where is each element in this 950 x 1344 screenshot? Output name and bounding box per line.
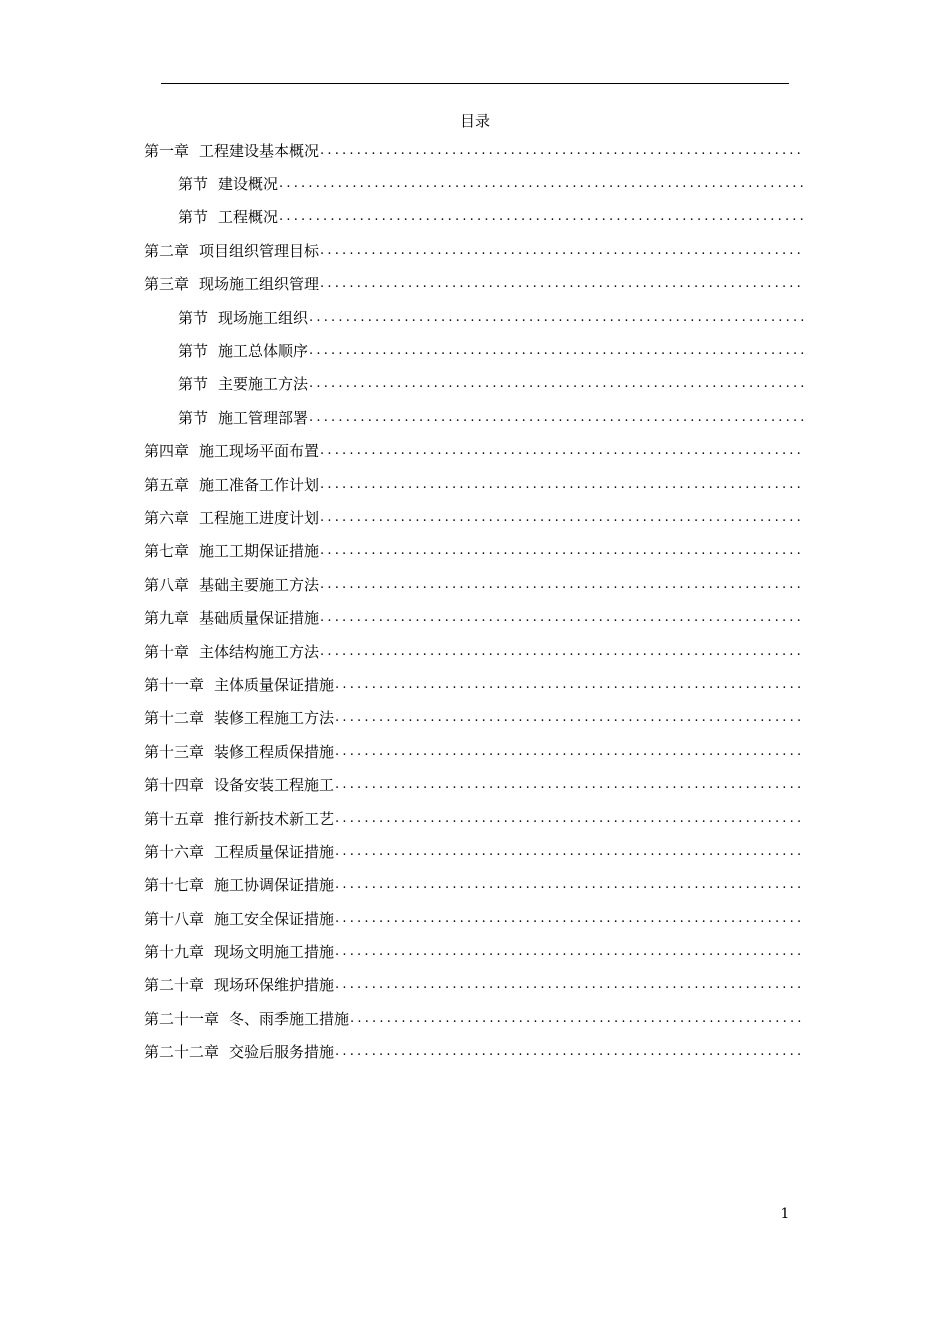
toc-dot-leader	[350, 1009, 804, 1029]
toc-entry-title: 主要施工方法	[218, 375, 309, 394]
toc-entry-number: 第十七章	[144, 876, 205, 895]
toc-entry-number: 第节	[178, 308, 209, 327]
toc-entry-number: 第二十二章	[144, 1043, 220, 1062]
toc-chapter-entry[interactable]	[144, 134, 804, 167]
toc-dot-leader	[320, 642, 804, 662]
toc-entry-number: 第十二章	[144, 709, 205, 728]
toc-entry-title: 基础主要施工方法	[199, 575, 320, 594]
toc-dot-leader	[309, 308, 804, 328]
toc-section-entry[interactable]	[144, 167, 804, 200]
toc-chapter-entry[interactable]	[144, 768, 804, 801]
toc-dot-leader	[335, 875, 804, 895]
toc-entry-number: 第节	[178, 375, 209, 394]
toc-title: 目录	[459, 112, 490, 130]
toc-section-entry[interactable]	[144, 201, 804, 234]
toc-entry-number: 第二章	[144, 241, 190, 260]
toc-entry-title: 施工协调保证措施	[214, 876, 335, 895]
toc-entry-title: 项目组织管理目标	[199, 241, 320, 260]
toc-chapter-entry[interactable]	[144, 601, 804, 634]
toc-dot-leader	[320, 441, 804, 461]
toc-dot-leader	[320, 608, 804, 628]
toc-entry-title: 基础质量保证措施	[199, 609, 320, 628]
toc-chapter-entry[interactable]	[144, 468, 804, 501]
toc-entry-number: 第十章	[144, 642, 190, 661]
toc-dot-leader	[320, 274, 804, 294]
toc-dot-leader	[320, 241, 804, 261]
header-rule	[161, 83, 789, 84]
toc-dot-leader	[335, 775, 804, 795]
page-number: 1	[780, 1206, 790, 1222]
toc-entry-title: 现场施工组织管理	[199, 275, 320, 294]
table-of-contents	[144, 134, 804, 1069]
toc-dot-leader	[309, 374, 804, 394]
toc-dot-leader	[279, 174, 804, 194]
toc-dot-leader	[335, 1042, 804, 1062]
toc-chapter-entry[interactable]	[144, 234, 804, 267]
toc-entry-title: 施工准备工作计划	[199, 475, 320, 494]
toc-entry-title: 主体结构施工方法	[199, 642, 320, 661]
toc-entry-number: 第九章	[144, 609, 190, 628]
toc-entry-number: 第一章	[144, 141, 190, 160]
toc-entry-number: 第节	[178, 342, 209, 361]
toc-entry-number: 第二十一章	[144, 1009, 220, 1028]
toc-entry-title: 工程概况	[218, 208, 279, 227]
toc-chapter-entry[interactable]	[144, 635, 804, 668]
toc-dot-leader	[335, 675, 804, 695]
toc-entry-number: 第十六章	[144, 842, 205, 861]
toc-entry-number: 第十五章	[144, 809, 205, 828]
toc-entry-title: 施工安全保证措施	[214, 909, 335, 928]
toc-entry-title: 工程施工进度计划	[199, 508, 320, 527]
toc-chapter-entry[interactable]	[144, 1002, 804, 1035]
toc-dot-leader	[335, 742, 804, 762]
toc-entry-number: 第节	[178, 408, 209, 427]
toc-chapter-entry[interactable]	[144, 702, 804, 735]
toc-chapter-entry[interactable]	[144, 869, 804, 902]
toc-entry-number: 第十三章	[144, 742, 205, 761]
toc-section-entry[interactable]	[144, 334, 804, 367]
toc-chapter-entry[interactable]	[144, 902, 804, 935]
toc-dot-leader	[309, 341, 804, 361]
toc-entry-number: 第八章	[144, 575, 190, 594]
toc-chapter-entry[interactable]	[144, 268, 804, 301]
toc-entry-number: 第节	[178, 175, 209, 194]
toc-chapter-entry[interactable]	[144, 935, 804, 968]
toc-chapter-entry[interactable]	[144, 568, 804, 601]
toc-chapter-entry[interactable]	[144, 501, 804, 534]
toc-entry-title: 主体质量保证措施	[214, 675, 335, 694]
toc-chapter-entry[interactable]	[144, 535, 804, 568]
toc-dot-leader	[309, 408, 804, 428]
toc-dot-leader	[335, 809, 804, 829]
toc-chapter-entry[interactable]	[144, 435, 804, 468]
toc-dot-leader	[320, 508, 804, 528]
toc-chapter-entry[interactable]	[144, 1036, 804, 1069]
toc-chapter-entry[interactable]	[144, 668, 804, 701]
toc-dot-leader	[320, 141, 804, 161]
toc-entry-title: 冬、雨季施工措施	[229, 1009, 350, 1028]
toc-entry-title: 现场文明施工措施	[214, 943, 335, 962]
toc-entry-title: 工程质量保证措施	[214, 842, 335, 861]
toc-entry-title: 交验后服务措施	[229, 1043, 335, 1062]
toc-entry-title: 推行新技术新工艺	[214, 809, 335, 828]
toc-entry-number: 第六章	[144, 508, 190, 527]
toc-dot-leader	[335, 975, 804, 995]
toc-chapter-entry[interactable]	[144, 802, 804, 835]
toc-entry-number: 第七章	[144, 542, 190, 561]
toc-entry-number: 第节	[178, 208, 209, 227]
toc-section-entry[interactable]	[144, 301, 804, 334]
toc-entry-title: 建设概况	[218, 175, 279, 194]
toc-dot-leader	[279, 207, 804, 227]
toc-entry-title: 装修工程质保措施	[214, 742, 335, 761]
toc-entry-title: 工程建设基本概况	[199, 141, 320, 160]
toc-dot-leader	[320, 541, 804, 561]
toc-entry-number: 第十九章	[144, 943, 205, 962]
toc-entry-number: 第三章	[144, 275, 190, 294]
toc-entry-number: 第十八章	[144, 909, 205, 928]
toc-chapter-entry[interactable]	[144, 835, 804, 868]
toc-entry-number: 第十四章	[144, 776, 205, 795]
toc-entry-number: 第五章	[144, 475, 190, 494]
toc-dot-leader	[320, 475, 804, 495]
toc-entry-title: 施工管理部署	[218, 408, 309, 427]
toc-dot-leader	[320, 575, 804, 595]
toc-entry-title: 装修工程施工方法	[214, 709, 335, 728]
toc-entry-number: 第二十章	[144, 976, 205, 995]
toc-entry-number: 第四章	[144, 442, 190, 461]
toc-entry-title: 现场施工组织	[218, 308, 309, 327]
toc-chapter-entry[interactable]	[144, 735, 804, 768]
toc-chapter-entry[interactable]	[144, 969, 804, 1002]
toc-dot-leader	[335, 942, 804, 962]
toc-entry-title: 施工总体顺序	[218, 342, 309, 361]
toc-entry-title: 设备安装工程施工	[214, 776, 335, 795]
toc-dot-leader	[335, 708, 804, 728]
toc-entry-number: 第十一章	[144, 675, 205, 694]
toc-entry-title: 施工现场平面布置	[199, 442, 320, 461]
toc-section-entry[interactable]	[144, 401, 804, 434]
toc-entry-title: 现场环保维护措施	[214, 976, 335, 995]
toc-dot-leader	[335, 909, 804, 929]
toc-section-entry[interactable]	[144, 368, 804, 401]
toc-dot-leader	[335, 842, 804, 862]
toc-entry-title: 施工工期保证措施	[199, 542, 320, 561]
